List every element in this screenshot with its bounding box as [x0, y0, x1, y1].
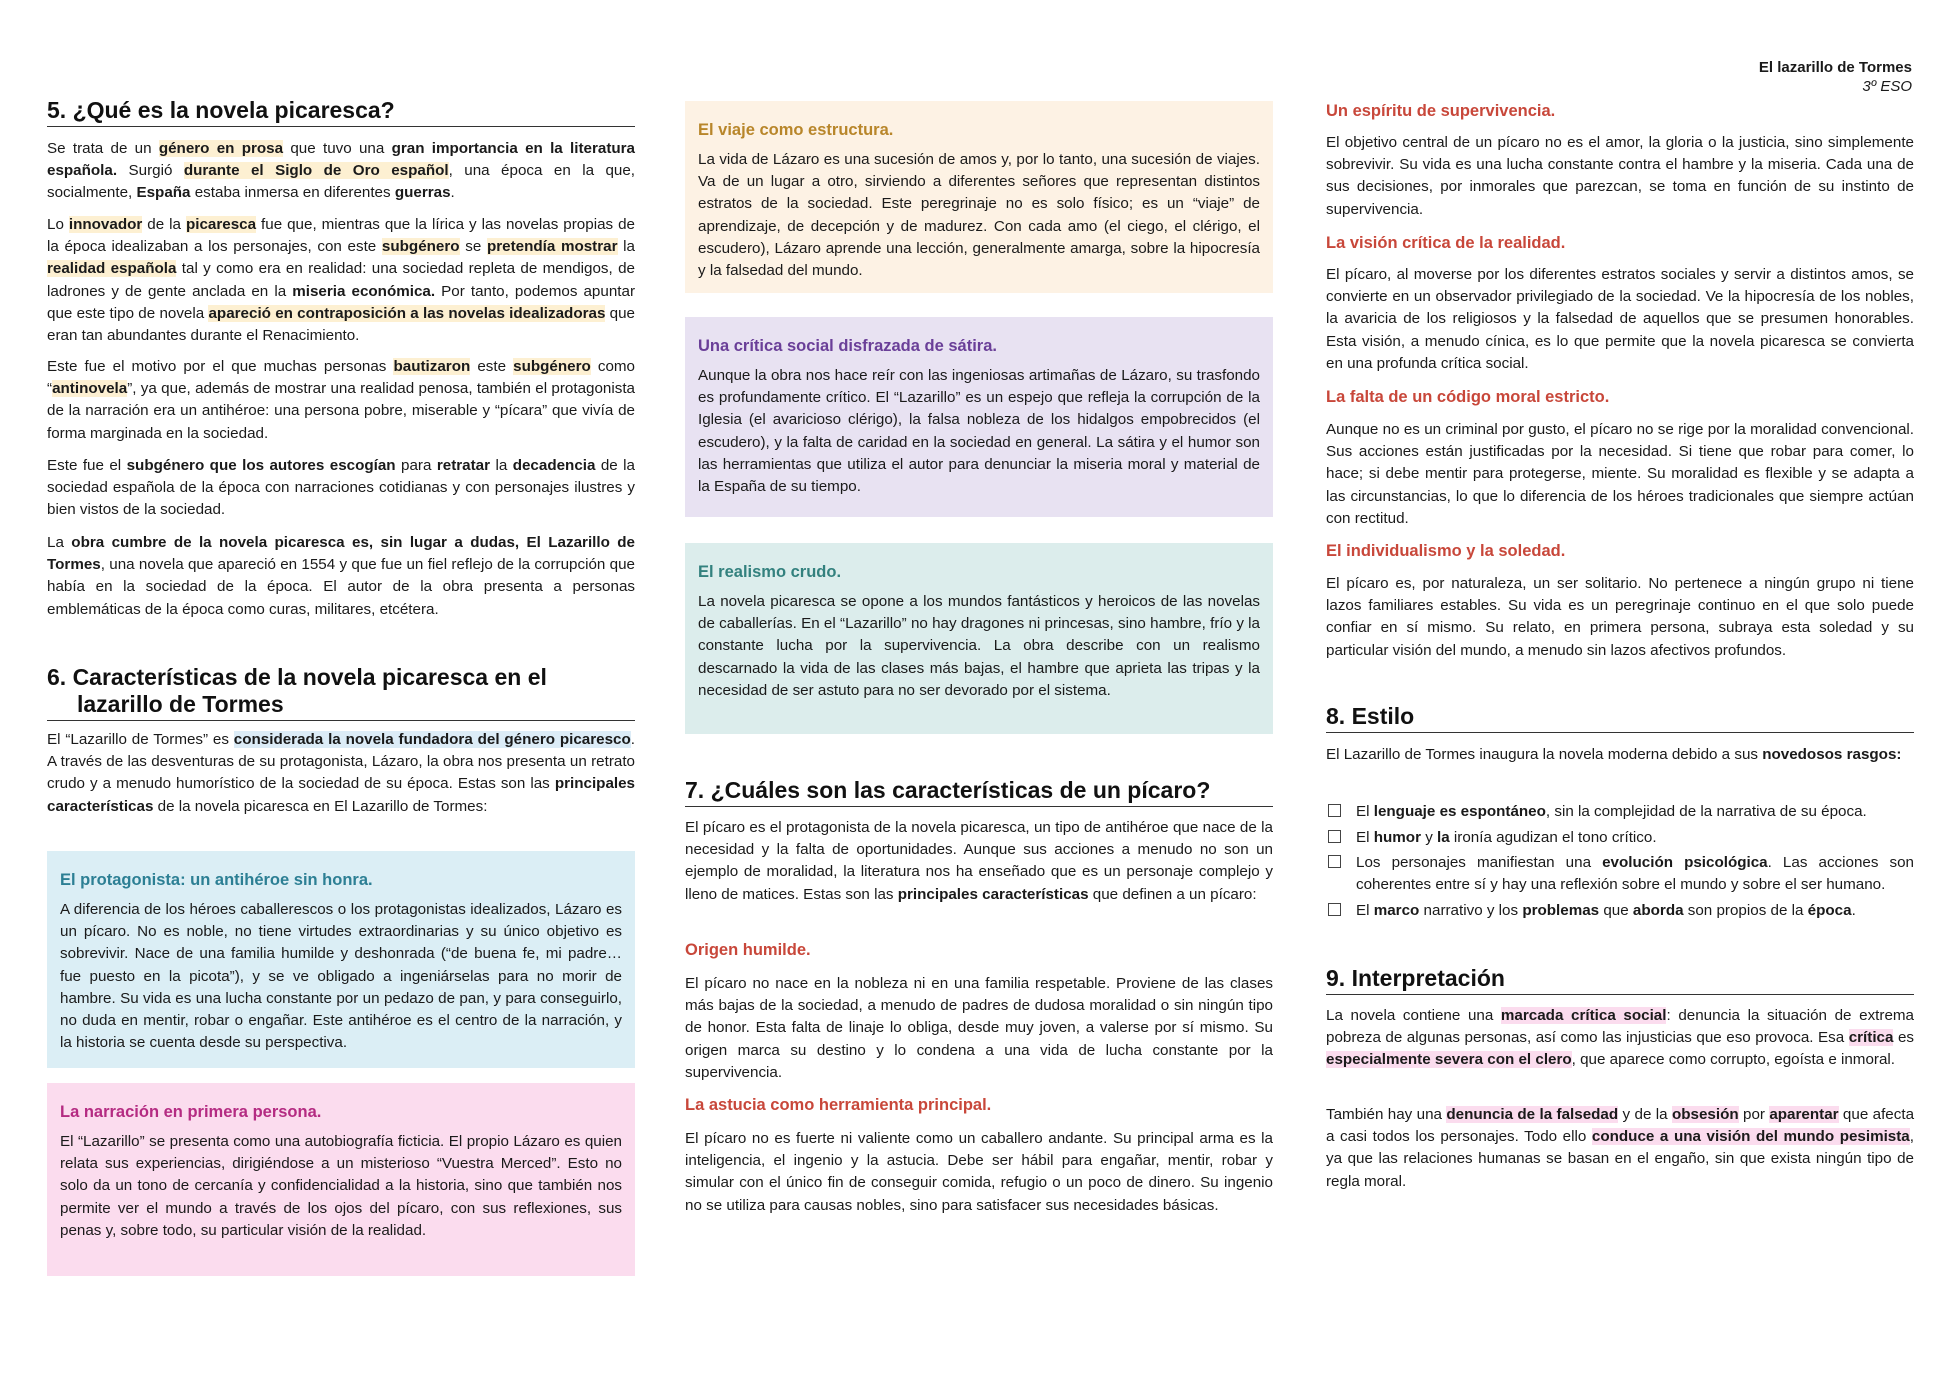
header-course: 3º ESO: [1862, 78, 1912, 95]
s7-heading-origin: Origen humilde.: [685, 941, 811, 959]
s9-paragraph-1: La novela contiene una marcada crítica social: denuncia la situación de extrema pobreza de algunas personas, así como las injusticias que eso provoca. Esa crítica es especialmente severa con el clero, que aparece como corrupto, egoísta e inmoral.: [1326, 1007, 1914, 1069]
box-social-critique: [685, 317, 1273, 517]
s7-heading-astucia: La astucia como herramienta principal.: [685, 1096, 992, 1114]
s7-intro: El pícaro es el protagonista de la novela picaresca, un tipo de antihéroe que nace de la necesidad y la falta de oportunidades. Aunque sus acciones a menudo no son un ejemplo de moralidad, la literatura nos ha enseñado que es un personaje complejo y lleno de matices. Estas son las principales características que definen a un pícaro:: [685, 819, 1273, 903]
s8-intro: El Lazarillo de Tormes inaugura la novela moderna debido a sus novedosos rasgos:: [1326, 746, 1902, 763]
box-realism-title: El realismo crudo.: [698, 563, 842, 581]
header-title: El lazarillo de Tormes: [1758, 59, 1912, 76]
s7-heading-critical-vision: La visión crítica de la realidad.: [1326, 234, 1566, 252]
s6-intro: El “Lazarillo de Tormes” es considerada la novela fundadora del género picaresco. A través de las desventuras de su protagonista, Lázaro, la obra nos presenta un retrato crudo y a menudo humorístico de la sociedad de su época. Estas son las principales características de la novela picaresca en El Lazarillo de Tormes:: [47, 731, 635, 815]
box-first-person-title: La narración en primera persona.: [60, 1103, 322, 1121]
s7-text-critical-vision: El pícaro, al moverse por los diferentes estratos sociales y servir a distintos amos, se convierte en un observador privilegiado de la sociedad. Ve la hipocresía de los nobles, la avaricia de los religiosos y la falsedad de aquellos que se presumen honorables. Esta visión, a menudo cínica, es lo que permite que la novela picaresca se convierta en una profunda crítica social.: [1326, 266, 1914, 372]
box-realism: [685, 543, 1273, 734]
s5-paragraph-4: Este fue el subgénero que los autores escogían para retratar la decadencia de la sociedad española de la época con narraciones cotidianas y con personajes ilustres y bien vistos de la sociedad.: [47, 457, 635, 519]
s8-item-1: El lenguaje es espontáneo, sin la complejidad de la narrativa de su época.: [1326, 801, 1914, 823]
checkbox-icon[interactable]: [1328, 804, 1341, 817]
section-5-title: 5. ¿Qué es la novela picaresca?: [47, 97, 635, 127]
box-antihero-text: A diferencia de los héroes caballerescos o los protagonistas idealizados, Lázaro es un pícaro. No es noble, no tiene virtudes extraordinarias y su único objetivo es sobrevivir. Nace de una familia humilde y deshonrada (“de buena fe, mi padre… fue puesto en la picota”), y se ve obligado a ingeniárselas para no morir de hambre. Su vida es una lucha constante por un pedazo de pan, y para conseguirlo, no duda en mentir, robar o engañar. Este antihéroe es el centro de la narración, y la historia se cuenta desde su perspectiva.: [60, 901, 622, 1052]
box-journey: [685, 101, 1273, 293]
s5-paragraph-1: Se trata de un género en prosa que tuvo una gran importancia en la literatura española. Surgió durante el Siglo de Oro español, una época en la que, socialmente, España estaba inmersa en diferentes guerras.: [47, 140, 636, 202]
document-header: [1759, 58, 1912, 96]
box-first-person: [47, 1083, 635, 1276]
box-antihero-title: El protagonista: un antihéroe sin honra.: [60, 871, 373, 889]
box-journey-text: La vida de Lázaro es una sucesión de amos y, por lo tanto, una sucesión de viajes. Va de un lugar a otro, sirviendo a diferentes señores que representan distintos estratos de la sociedad. Este peregrinaje no es solo físico; es un “viaje” de aprendizaje, de decepción y de madurez. Con cada amo (el ciego, el clérigo, el escudero), Lázaro aprende una lección, generalmente amarga, sobre la hipocresía y la falsedad del mundo.: [698, 151, 1260, 280]
s7-text-moral-code: Aunque no es un criminal por gusto, el pícaro no se rige por la moralidad convencional. Sus acciones están justificadas por la necesidad. Si tiene que robar para comer, lo hace; si debe mentir para protegerse, miente. Su moralidad es flexible y se adapta a las circunstancias, lo que lo diferencia de los héroes tradicionales que siempre actúan con rectitud.: [1326, 421, 1914, 527]
s5-paragraph-5: La obra cumbre de la novela picaresca es, sin lugar a dudas, El Lazarillo de Tormes, una novela que apareció en 1554 y que fue un fiel reflejo de la corrupción que había en la sociedad de la época. El autor de la obra presenta a personas emblemáticas de la época como curas, militares, etcétera.: [47, 534, 635, 618]
section-6-title: 6. Características de la novela picaresca en el lazarillo de Tormes: [47, 664, 635, 721]
section-8-title: 8. Estilo: [1326, 703, 1914, 733]
s8-item-4: El marco narrativo y los problemas que aborda son propios de la época.: [1326, 900, 1914, 922]
s7-heading-survival: Un espíritu de supervivencia.: [1326, 102, 1556, 120]
checkbox-icon[interactable]: [1328, 855, 1341, 868]
s5-paragraph-2: Lo innovador de la picaresca fue que, mientras que la lírica y las novelas propias de la época idealizaban a los personajes, con este subgénero se pretendía mostrar la realidad española tal y como era en realidad: una sociedad repleta de mendigos, de ladrones y de gente anclada en la miseria económica. Por tanto, podemos apuntar que este tipo de novela apareció en contraposición a las novelas idealizadoras que eran tan abundantes durante el Renacimiento.: [47, 216, 636, 345]
section-9-title: 9. Interpretación: [1326, 965, 1914, 995]
s7-text-astucia: El pícaro no es fuerte ni valiente como un caballero andante. Su principal arma es la inteligencia, el ingenio y la astucia. Debe ser hábil para engañar, mentir, robar y simular con el único fin de conseguir comida, refugio o un poco de dinero. Su ingenio no se utiliza para causas nobles, sino para satisfacer sus necesidades básicas.: [685, 1130, 1273, 1214]
section-7-title: 7. ¿Cuáles son las características de un pícaro?: [685, 777, 1273, 807]
s7-text-individualism: El pícaro es, por naturaleza, un ser solitario. No pertenece a ningún grupo ni tiene lazos familiares estables. Su vida es un peregrinaje continuo en el que solo puede confiar en sí mismo. Su relato, en primera persona, subraya esta soledad y su particular visión del mundo, a menudo sin lazos afectivos profundos.: [1326, 575, 1914, 659]
s7-heading-moral-code: La falta de un código moral estricto.: [1326, 388, 1610, 406]
box-journey-title: El viaje como estructura.: [698, 121, 894, 139]
s7-text-survival: El objetivo central de un pícaro no es el amor, la gloria o la justicia, sino simplemente sobrevivir. Su vida es una lucha constante contra el hambre y la miseria. Cada una de sus decisiones, por inmorales que parezcan, se toma en función de su instinto de supervivencia.: [1326, 134, 1914, 218]
s9-paragraph-2: También hay una denuncia de la falsedad y de la obsesión por aparentar que afecta a casi todos los personajes. Todo ello conduce a una visión del mundo pesimista, ya que las relaciones humanas se basan en el engaño, sin que exista ningún tipo de regla moral.: [1326, 1106, 1915, 1190]
box-antihero: [47, 851, 635, 1068]
box-social-critique-title: Una crítica social disfrazada de sátira.: [698, 337, 997, 355]
box-realism-text: La novela picaresca se opone a los mundos fantásticos y heroicos de las novelas de caballerías. En el “Lazarillo” no hay dragones ni princesas, sino hambre, frío y la constante lucha por la supervivencia. La obra describe con un realismo descarnado la vida de las clases más bajas, el hambre que aprieta las tripas y la necesidad de ser astuto para no ser devorado por el sistema.: [698, 593, 1260, 699]
s5-paragraph-3: Este fue el motivo por el que muchas personas bautizaron este subgénero como “antinovela”, ya que, además de mostrar una realidad penosa, también el protagonista de la narración era un antihéroe: una persona pobre, miserable y “pícara” que vivía de forma marginada en la sociedad.: [47, 358, 635, 442]
s8-item-3: Los personajes manifiestan una evolución psicológica. Las acciones son coherentes entre sí y hay una reflexión sobre el mundo y sobre el ser humano.: [1326, 852, 1914, 896]
s7-text-origin: El pícaro no nace en la nobleza ni en una familia respetable. Proviene de las clases más bajas de la sociedad, a menudo de padres de dudosa moralidad o sin ningún tipo de honor. Esta falta de linaje lo obliga, desde muy joven, a valerse por sí mismo. Su origen marca su destino y lo condena a una vida de lucha constante por la supervivencia.: [685, 975, 1273, 1081]
box-social-critique-text: Aunque la obra nos hace reír con las ingeniosas artimañas de Lázaro, su trasfondo es profundamente crítico. El “Lazarillo” es un espejo que refleja la corrupción de la Iglesia (el avaricioso clérigo), la falsa nobleza de los hidalgos empobrecidos (el escudero), y la falta de caridad en la sociedad en general. La sátira y el humor son las herramientas que utiliza el autor para denunciar la miseria moral y material de la España de su tiempo.: [698, 367, 1260, 496]
s8-item-2: El humor y la ironía agudizan el tono crítico.: [1326, 827, 1914, 849]
s7-heading-individualism: El individualismo y la soledad.: [1326, 542, 1566, 560]
checkbox-icon[interactable]: [1328, 903, 1341, 916]
checkbox-icon[interactable]: [1328, 830, 1341, 843]
box-first-person-text: El “Lazarillo” se presenta como una autobiografía ficticia. El propio Lázaro es quien relata sus experiencias, dirigiéndose a un misterioso “Vuestra Merced”. Esto no solo da un tono de cercanía y confidencialidad a la historia, sino que también nos permite ver el mundo a través de los ojos del pícaro, con sus reflexiones, sus penas y, sobre todo, su particular visión de la realidad.: [60, 1133, 622, 1239]
